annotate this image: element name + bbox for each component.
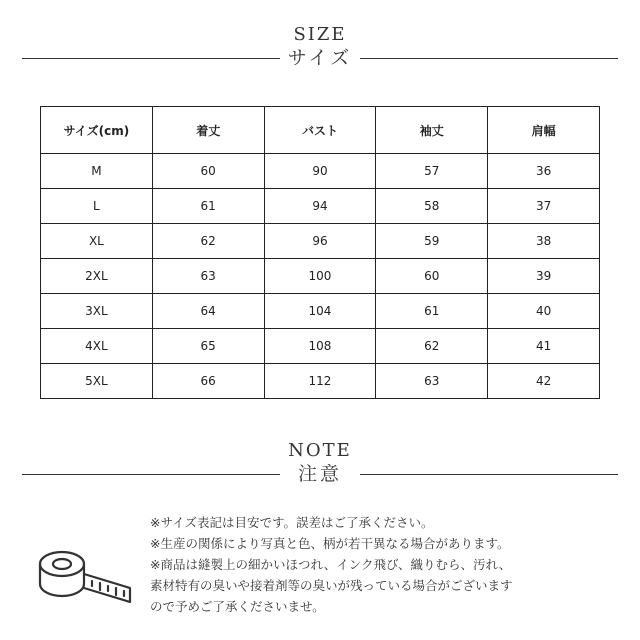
table-row (41, 189, 600, 224)
table-cell: 3XL (41, 294, 153, 329)
header-sleeve: 袖丈 (376, 107, 488, 154)
table-cell: 96 (264, 224, 376, 259)
size-section-header (0, 24, 640, 70)
table-cell: 58 (376, 189, 488, 224)
table-cell: 60 (152, 154, 264, 189)
note-line: ※商品は縫製上の細かいほつれ、インク飛び、織りむら、汚れ、 (150, 557, 512, 572)
table-cell: 2XL (41, 259, 153, 294)
header-bust: バスト (264, 107, 376, 154)
table-cell: L (41, 189, 153, 224)
header-size: サイズ(cm) (41, 107, 153, 154)
table-cell: 5XL (41, 364, 153, 399)
table-cell: M (41, 154, 153, 189)
table-cell: 100 (264, 259, 376, 294)
table-cell: 64 (152, 294, 264, 329)
divider-left (22, 58, 280, 59)
table-cell: 38 (488, 224, 600, 259)
table-cell: 57 (376, 154, 488, 189)
table-cell: 112 (264, 364, 376, 399)
note-line: ※生産の関係により写真と色、柄が若干異なる場合があります。 (150, 536, 510, 551)
table-cell: 41 (488, 329, 600, 364)
table-cell: 65 (152, 329, 264, 364)
note-title-en: NOTE (288, 440, 352, 461)
table-cell: 61 (376, 294, 488, 329)
table-row (41, 329, 600, 364)
table-cell: 39 (488, 259, 600, 294)
table-cell: 90 (264, 154, 376, 189)
table-cell: 37 (488, 189, 600, 224)
size-table (40, 106, 600, 399)
table-row (41, 224, 600, 259)
table-cell: 63 (152, 259, 264, 294)
note-section-header (0, 440, 640, 486)
table-cell: 61 (152, 189, 264, 224)
note-title-jp: 注意 (297, 463, 342, 485)
table-cell: 36 (488, 154, 600, 189)
table-cell: 104 (264, 294, 376, 329)
note-block (30, 510, 620, 630)
note-line: ※サイズ表記は目安です。誤差はご了承ください。 (150, 515, 434, 530)
measuring-tape-icon (30, 530, 140, 610)
size-title-en: SIZE (293, 24, 347, 45)
table-row (41, 294, 600, 329)
table-cell: 66 (152, 364, 264, 399)
table-cell: 63 (376, 364, 488, 399)
table-cell: 60 (376, 259, 488, 294)
divider-left (22, 474, 280, 475)
header-length: 着丈 (152, 107, 264, 154)
divider-right (360, 58, 618, 59)
table-cell: 59 (376, 224, 488, 259)
divider-right (360, 474, 618, 475)
table-cell: 62 (376, 329, 488, 364)
table-row (41, 154, 600, 189)
table-cell: XL (41, 224, 153, 259)
note-text (150, 512, 620, 617)
note-line: 素材特有の臭いや接着剤等の臭いが残っている場合がございます (150, 578, 513, 593)
table-cell: 62 (152, 224, 264, 259)
size-title-jp: サイズ (287, 47, 353, 69)
table-cell: 94 (264, 189, 376, 224)
table-header-row (41, 107, 600, 154)
table-cell: 40 (488, 294, 600, 329)
table-cell: 4XL (41, 329, 153, 364)
table-cell: 42 (488, 364, 600, 399)
header-shoulder: 肩幅 (488, 107, 600, 154)
table-row (41, 364, 600, 399)
table-cell: 108 (264, 329, 376, 364)
note-line: ので予めご了承くださいませ。 (150, 599, 325, 614)
table-row (41, 259, 600, 294)
